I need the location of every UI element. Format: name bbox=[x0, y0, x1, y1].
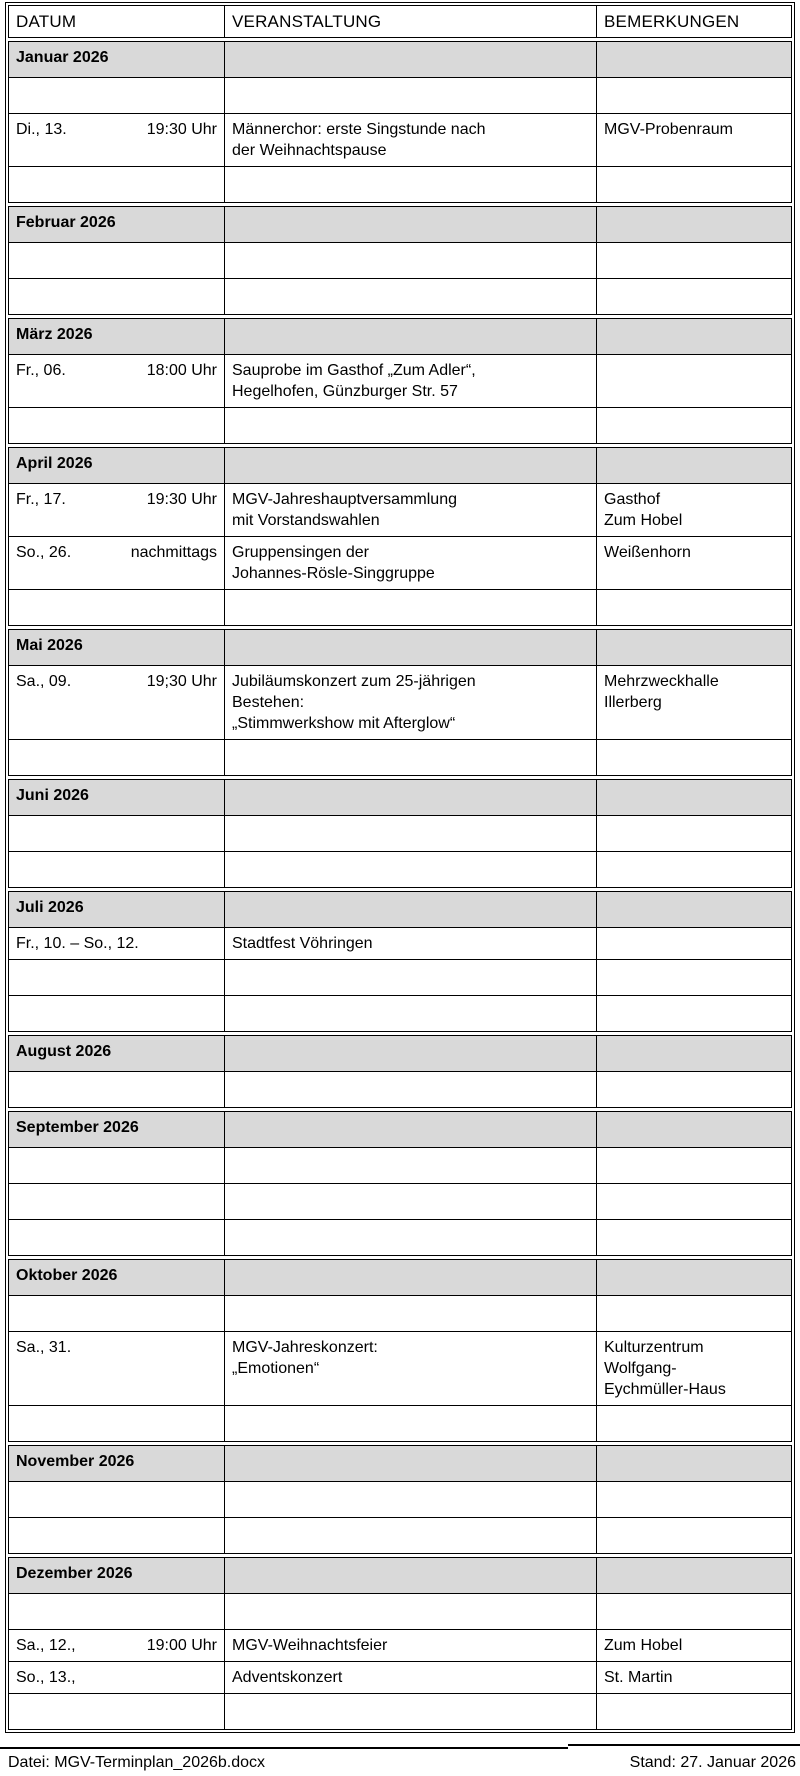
remark-cell bbox=[597, 1662, 791, 1693]
empty-event-cell bbox=[225, 1184, 597, 1219]
empty-date-cell bbox=[9, 590, 225, 625]
event-cell bbox=[225, 355, 597, 407]
empty-row bbox=[9, 1295, 791, 1331]
month-row bbox=[9, 1036, 791, 1071]
empty-event-cell bbox=[225, 1482, 597, 1517]
month-section bbox=[8, 779, 792, 888]
empty-row bbox=[9, 1071, 791, 1107]
month-row bbox=[9, 1446, 791, 1481]
month-cell-datum bbox=[9, 1260, 225, 1295]
month-section bbox=[8, 318, 792, 444]
event-text-line: mit Vorstandswahlen bbox=[232, 512, 380, 529]
month-cell-veranstaltung bbox=[225, 448, 597, 483]
empty-event-cell bbox=[225, 1296, 597, 1331]
event-text-line: MGV-Jahreshauptversammlung bbox=[232, 491, 457, 508]
month-label: August 2026 bbox=[16, 1043, 112, 1060]
date-cell bbox=[9, 114, 225, 166]
month-cell-bemerkungen bbox=[597, 1446, 791, 1481]
event-date: Fr., 17. bbox=[16, 491, 66, 508]
date-time-wrap bbox=[16, 933, 217, 954]
month-row bbox=[9, 448, 791, 483]
event-time: 18:00 Uhr bbox=[146, 362, 217, 379]
remark-text-line: St. Martin bbox=[604, 1669, 673, 1686]
month-section bbox=[8, 447, 792, 626]
month-cell-bemerkungen bbox=[597, 1112, 791, 1147]
date-cell bbox=[9, 1630, 225, 1661]
empty-row bbox=[9, 1693, 791, 1729]
empty-remark-cell bbox=[597, 1220, 791, 1255]
remark-text-line: Illerberg bbox=[604, 694, 662, 711]
month-cell-veranstaltung bbox=[225, 1260, 597, 1295]
empty-event-cell bbox=[225, 1518, 597, 1553]
empty-remark-cell bbox=[597, 243, 791, 278]
event-text-line: MGV-Weihnachtsfeier bbox=[232, 1637, 388, 1654]
event-time: 19:30 Uhr bbox=[146, 121, 217, 138]
event-text-line: Männerchor: erste Singstunde nach bbox=[232, 121, 486, 138]
event-text-line: Adventskonzert bbox=[232, 1669, 343, 1686]
event-cell bbox=[225, 1630, 597, 1661]
empty-date-cell bbox=[9, 1694, 225, 1729]
column-header-bemerkungen: BEMERKUNGEN bbox=[604, 12, 740, 31]
table-header-row bbox=[9, 6, 791, 37]
remark-text-line: Mehrzweckhalle bbox=[604, 673, 719, 690]
event-date: So., 13., bbox=[16, 1669, 76, 1686]
empty-event-cell bbox=[225, 1220, 597, 1255]
empty-remark-cell bbox=[597, 78, 791, 113]
remark-cell bbox=[597, 1630, 791, 1661]
empty-event-cell bbox=[225, 1694, 597, 1729]
empty-event-cell bbox=[225, 852, 597, 887]
month-cell-veranstaltung bbox=[225, 1558, 597, 1593]
event-date: Sa., 09. bbox=[16, 673, 72, 690]
month-row bbox=[9, 207, 791, 242]
empty-row bbox=[9, 959, 791, 995]
empty-remark-cell bbox=[597, 279, 791, 314]
empty-remark-cell bbox=[597, 167, 791, 202]
event-text-line: „Emotionen“ bbox=[232, 1360, 320, 1377]
month-cell-bemerkungen bbox=[597, 1558, 791, 1593]
event-time: nachmittags bbox=[130, 544, 217, 561]
empty-date-cell bbox=[9, 1220, 225, 1255]
empty-date-cell bbox=[9, 960, 225, 995]
month-cell-bemerkungen bbox=[597, 319, 791, 354]
month-cell-datum bbox=[9, 1558, 225, 1593]
empty-remark-cell bbox=[597, 996, 791, 1031]
event-cell bbox=[225, 928, 597, 959]
empty-row bbox=[9, 278, 791, 314]
month-cell-veranstaltung bbox=[225, 892, 597, 927]
empty-remark-cell bbox=[597, 1518, 791, 1553]
month-row bbox=[9, 319, 791, 354]
event-time: 19:30 Uhr bbox=[146, 491, 217, 508]
empty-row bbox=[9, 1481, 791, 1517]
date-time-wrap bbox=[16, 671, 217, 692]
empty-date-cell bbox=[9, 243, 225, 278]
month-label: Mai 2026 bbox=[16, 637, 83, 654]
event-text-line: der Weihnachtspause bbox=[232, 142, 387, 159]
empty-date-cell bbox=[9, 408, 225, 443]
empty-remark-cell bbox=[597, 740, 791, 775]
empty-row bbox=[9, 1183, 791, 1219]
month-cell-bemerkungen bbox=[597, 42, 791, 77]
month-label: April 2026 bbox=[16, 455, 93, 472]
empty-event-cell bbox=[225, 243, 597, 278]
remark-cell bbox=[597, 666, 791, 739]
empty-date-cell bbox=[9, 1072, 225, 1107]
month-cell-datum bbox=[9, 42, 225, 77]
empty-date-cell bbox=[9, 1296, 225, 1331]
month-label: Oktober 2026 bbox=[16, 1267, 118, 1284]
remark-text-line: Zum Hobel bbox=[604, 1637, 683, 1654]
event-text-line: Bestehen: bbox=[232, 694, 305, 711]
empty-row bbox=[9, 1593, 791, 1629]
month-cell-bemerkungen bbox=[597, 207, 791, 242]
footer-rule-right bbox=[568, 1744, 800, 1772]
footer-file-label: Datei: MGV-Terminplan_2026b.docx bbox=[8, 1754, 266, 1771]
event-text-line: MGV-Jahreskonzert: bbox=[232, 1339, 378, 1356]
month-cell-veranstaltung bbox=[225, 1112, 597, 1147]
event-time: 19;30 Uhr bbox=[146, 673, 217, 690]
event-cell bbox=[225, 1332, 597, 1405]
empty-row bbox=[9, 995, 791, 1031]
empty-date-cell bbox=[9, 996, 225, 1031]
footer-rule-left bbox=[0, 1747, 568, 1772]
month-section bbox=[8, 1035, 792, 1108]
empty-row bbox=[9, 242, 791, 278]
footer bbox=[0, 1747, 800, 1772]
month-cell-datum bbox=[9, 448, 225, 483]
month-row bbox=[9, 1558, 791, 1593]
empty-date-cell bbox=[9, 78, 225, 113]
event-date: Fr., 06. bbox=[16, 362, 66, 379]
event-row bbox=[9, 113, 791, 166]
date-cell bbox=[9, 1332, 225, 1405]
month-cell-veranstaltung bbox=[225, 630, 597, 665]
empty-date-cell bbox=[9, 1518, 225, 1553]
event-date: Fr., 10. – So., 12. bbox=[16, 935, 139, 952]
month-row bbox=[9, 892, 791, 927]
remark-cell bbox=[597, 537, 791, 589]
month-section bbox=[8, 206, 792, 315]
event-text-line: Johannes-Rösle-Singgruppe bbox=[232, 565, 435, 582]
event-text-line: Stadtfest Vöhringen bbox=[232, 935, 373, 952]
month-section bbox=[8, 1445, 792, 1554]
month-cell-veranstaltung bbox=[225, 207, 597, 242]
month-label: März 2026 bbox=[16, 326, 93, 343]
event-row bbox=[9, 665, 791, 739]
document-page bbox=[0, 2, 800, 1776]
empty-event-cell bbox=[225, 590, 597, 625]
empty-event-cell bbox=[225, 1406, 597, 1441]
date-time-wrap bbox=[16, 1667, 217, 1688]
empty-date-cell bbox=[9, 816, 225, 851]
empty-date-cell bbox=[9, 1482, 225, 1517]
month-row bbox=[9, 1260, 791, 1295]
empty-row bbox=[9, 815, 791, 851]
event-text-line: Hegelhofen, Günzburger Str. 57 bbox=[232, 383, 458, 400]
event-row bbox=[9, 1661, 791, 1693]
empty-remark-cell bbox=[597, 960, 791, 995]
event-cell bbox=[225, 114, 597, 166]
empty-remark-cell bbox=[597, 1694, 791, 1729]
month-cell-veranstaltung bbox=[225, 780, 597, 815]
date-time-wrap bbox=[16, 1337, 217, 1358]
empty-row bbox=[9, 1219, 791, 1255]
month-section bbox=[8, 41, 792, 203]
empty-event-cell bbox=[225, 408, 597, 443]
schedule-table bbox=[5, 2, 795, 1733]
event-row bbox=[9, 483, 791, 536]
empty-row bbox=[9, 851, 791, 887]
month-cell-bemerkungen bbox=[597, 1260, 791, 1295]
event-row bbox=[9, 1331, 791, 1405]
month-cell-bemerkungen bbox=[597, 892, 791, 927]
empty-remark-cell bbox=[597, 1148, 791, 1183]
empty-row bbox=[9, 1517, 791, 1553]
empty-event-cell bbox=[225, 960, 597, 995]
empty-event-cell bbox=[225, 816, 597, 851]
table-header-block bbox=[8, 5, 792, 38]
date-time-wrap bbox=[16, 119, 217, 140]
event-text-line: Jubiläumskonzert zum 25-jährigen bbox=[232, 673, 476, 690]
month-row bbox=[9, 42, 791, 77]
month-label: Februar 2026 bbox=[16, 214, 116, 231]
event-row bbox=[9, 927, 791, 959]
month-label: Juli 2026 bbox=[16, 899, 84, 916]
remark-cell bbox=[597, 484, 791, 536]
remark-cell bbox=[597, 114, 791, 166]
column-header-datum: DATUM bbox=[9, 6, 225, 37]
month-row bbox=[9, 1112, 791, 1147]
remark-cell bbox=[597, 355, 791, 407]
empty-date-cell bbox=[9, 852, 225, 887]
date-time-wrap bbox=[16, 360, 217, 381]
event-cell bbox=[225, 537, 597, 589]
empty-remark-cell bbox=[597, 1184, 791, 1219]
empty-remark-cell bbox=[597, 816, 791, 851]
event-date: Di., 13. bbox=[16, 121, 67, 138]
empty-date-cell bbox=[9, 1148, 225, 1183]
month-label: September 2026 bbox=[16, 1119, 139, 1136]
event-text-line: Gruppensingen der bbox=[232, 544, 369, 561]
month-label: November 2026 bbox=[16, 1453, 135, 1470]
month-section bbox=[8, 891, 792, 1032]
month-row bbox=[9, 780, 791, 815]
empty-event-cell bbox=[225, 1148, 597, 1183]
month-cell-datum bbox=[9, 1112, 225, 1147]
event-text-line: „Stimmwerkshow mit Afterglow“ bbox=[232, 715, 456, 732]
month-cell-veranstaltung bbox=[225, 1446, 597, 1481]
empty-date-cell bbox=[9, 279, 225, 314]
month-cell-bemerkungen bbox=[597, 630, 791, 665]
remark-text-line: Gasthof bbox=[604, 491, 661, 508]
event-row bbox=[9, 536, 791, 589]
empty-event-cell bbox=[225, 167, 597, 202]
footer-stand-label: Stand: 27. Januar 2026 bbox=[629, 1754, 796, 1771]
date-cell bbox=[9, 928, 225, 959]
month-section bbox=[8, 1557, 792, 1730]
event-row bbox=[9, 1629, 791, 1661]
date-cell bbox=[9, 355, 225, 407]
month-section bbox=[8, 1259, 792, 1442]
event-date: So., 26. bbox=[16, 544, 72, 561]
empty-event-cell bbox=[225, 78, 597, 113]
date-time-wrap bbox=[16, 1635, 217, 1656]
empty-date-cell bbox=[9, 1184, 225, 1219]
remark-cell bbox=[597, 928, 791, 959]
empty-remark-cell bbox=[597, 852, 791, 887]
empty-date-cell bbox=[9, 1594, 225, 1629]
empty-remark-cell bbox=[597, 408, 791, 443]
empty-date-cell bbox=[9, 740, 225, 775]
month-row bbox=[9, 630, 791, 665]
empty-remark-cell bbox=[597, 1072, 791, 1107]
empty-remark-cell bbox=[597, 1594, 791, 1629]
month-cell-datum bbox=[9, 1036, 225, 1071]
remark-cell bbox=[597, 1332, 791, 1405]
empty-date-cell bbox=[9, 167, 225, 202]
event-text-line: Sauprobe im Gasthof „Zum Adler“, bbox=[232, 362, 476, 379]
month-cell-bemerkungen bbox=[597, 780, 791, 815]
month-label: Januar 2026 bbox=[16, 49, 109, 66]
month-section bbox=[8, 1111, 792, 1256]
event-time: 19:00 Uhr bbox=[146, 1637, 217, 1654]
empty-row bbox=[9, 1405, 791, 1441]
event-row bbox=[9, 354, 791, 407]
event-date: Sa., 31. bbox=[16, 1339, 72, 1356]
empty-row bbox=[9, 1147, 791, 1183]
empty-date-cell bbox=[9, 1406, 225, 1441]
column-header-veranstaltung: VERANSTALTUNG bbox=[225, 6, 597, 37]
date-cell bbox=[9, 1662, 225, 1693]
event-date: Sa., 12., bbox=[16, 1637, 76, 1654]
month-cell-datum bbox=[9, 207, 225, 242]
date-cell bbox=[9, 484, 225, 536]
date-time-wrap bbox=[16, 542, 217, 563]
month-label: Dezember 2026 bbox=[16, 1565, 133, 1582]
empty-row bbox=[9, 407, 791, 443]
empty-row bbox=[9, 739, 791, 775]
date-time-wrap bbox=[16, 489, 217, 510]
month-cell-datum bbox=[9, 1446, 225, 1481]
remark-text-line: MGV-Probenraum bbox=[604, 121, 733, 138]
empty-remark-cell bbox=[597, 1482, 791, 1517]
month-cell-datum bbox=[9, 319, 225, 354]
month-section bbox=[8, 629, 792, 776]
empty-remark-cell bbox=[597, 590, 791, 625]
empty-event-cell bbox=[225, 1594, 597, 1629]
empty-event-cell bbox=[225, 996, 597, 1031]
empty-remark-cell bbox=[597, 1406, 791, 1441]
month-cell-datum bbox=[9, 780, 225, 815]
empty-event-cell bbox=[225, 740, 597, 775]
empty-event-cell bbox=[225, 1072, 597, 1107]
date-cell bbox=[9, 537, 225, 589]
remark-text-line: Wolfgang- bbox=[604, 1360, 677, 1377]
event-cell bbox=[225, 666, 597, 739]
month-cell-bemerkungen bbox=[597, 1036, 791, 1071]
event-cell bbox=[225, 484, 597, 536]
empty-remark-cell bbox=[597, 1296, 791, 1331]
month-cell-veranstaltung bbox=[225, 42, 597, 77]
month-cell-datum bbox=[9, 892, 225, 927]
remark-text-line: Weißenhorn bbox=[604, 544, 691, 561]
empty-row bbox=[9, 589, 791, 625]
event-cell bbox=[225, 1662, 597, 1693]
month-cell-veranstaltung bbox=[225, 1036, 597, 1071]
month-cell-veranstaltung bbox=[225, 319, 597, 354]
month-cell-datum bbox=[9, 630, 225, 665]
remark-text-line: Kulturzentrum bbox=[604, 1339, 704, 1356]
remark-text-line: Eychmüller-Haus bbox=[604, 1381, 726, 1398]
empty-row bbox=[9, 77, 791, 113]
month-cell-bemerkungen bbox=[597, 448, 791, 483]
empty-event-cell bbox=[225, 279, 597, 314]
date-cell bbox=[9, 666, 225, 739]
remark-text-line: Zum Hobel bbox=[604, 512, 683, 529]
month-label: Juni 2026 bbox=[16, 787, 89, 804]
empty-row bbox=[9, 166, 791, 202]
